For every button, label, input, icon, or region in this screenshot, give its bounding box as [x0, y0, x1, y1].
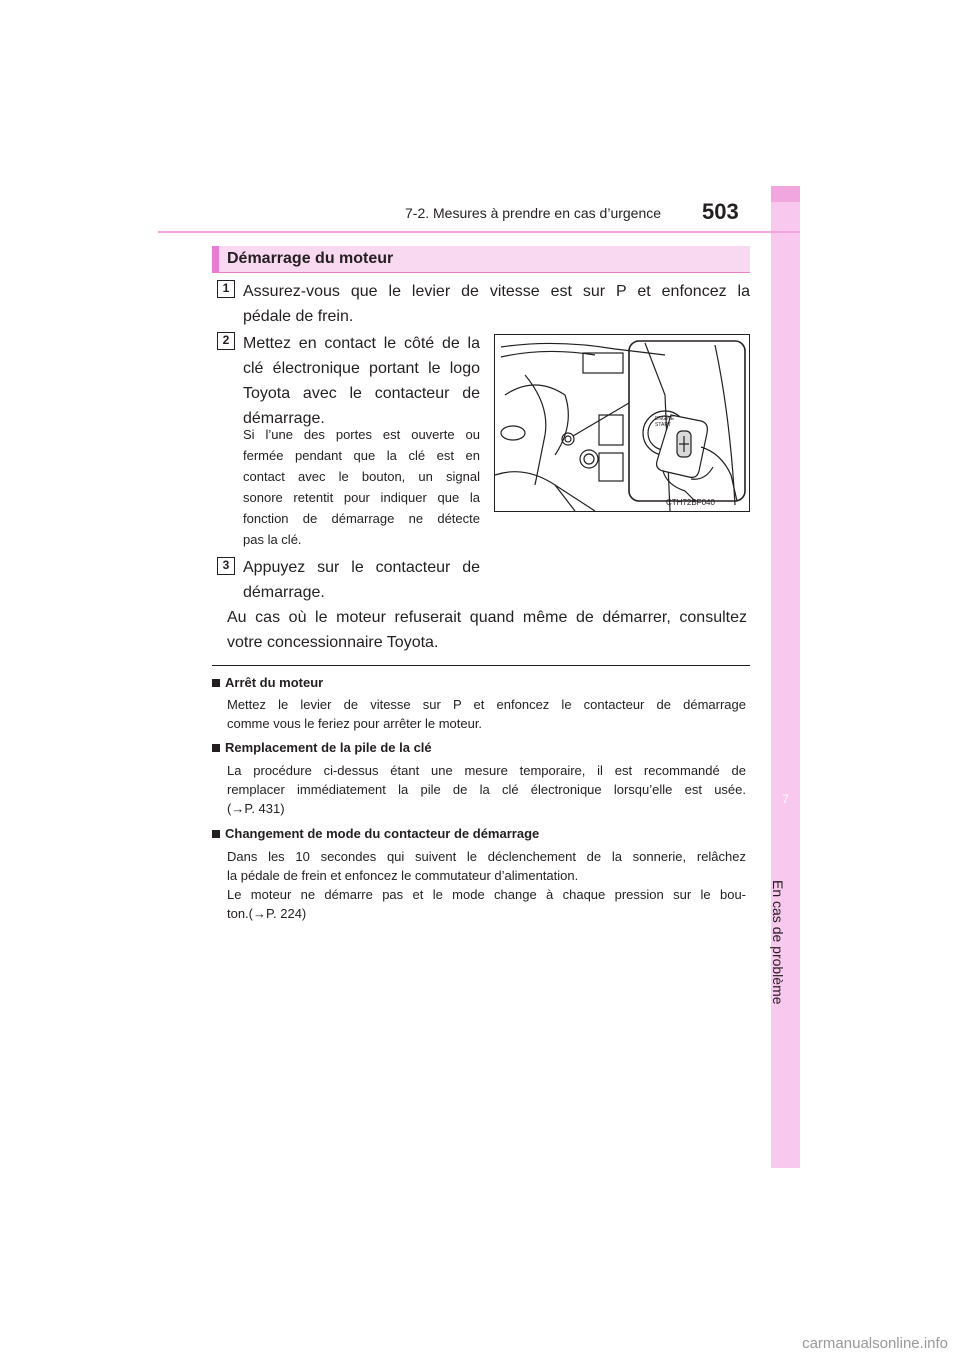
note-1-line: comme vous le feriez pour arrêter le moteur. [227, 716, 483, 731]
step-number-3: 3 [217, 557, 235, 575]
note-2-title: Remplacement de la pile de la clé [225, 740, 432, 755]
header-section-title: 7-2. Mesures à prendre en cas d’urgence [405, 205, 662, 221]
note-2-heading [212, 740, 432, 755]
note-2-line: remplacer immédiatement la pile de la clé électronique lorsqu’elle est usée. [227, 782, 746, 797]
step-number-1: 1 [217, 280, 235, 298]
button-start-label: START [655, 422, 671, 428]
figure-code: CTH72BF040 [666, 498, 715, 507]
step-2-note-line: contact avec le bouton, un signal [243, 469, 480, 484]
closing-line: votre concessionnaire Toyota. [227, 634, 439, 651]
square-bullet-icon [212, 679, 220, 687]
square-bullet-icon [212, 830, 220, 838]
chapter-side-tab [771, 186, 800, 1168]
step-2-note-line: sonore retentit pour indiquer que la [243, 490, 480, 505]
step-1-line: Assurez-vous que le levier de vitesse est sur P et enfoncez la [243, 283, 750, 300]
step-3-line: Appuyez sur le contacteur de [243, 559, 480, 576]
note-3-body [227, 847, 746, 923]
key-start-illustration [494, 334, 750, 512]
watermark: carmanualsonline.info [802, 1335, 948, 1352]
step-2-line: Mettez en contact le côté de la [243, 335, 480, 352]
closing-paragraph [227, 605, 747, 655]
chapter-title: En cas de problème [770, 880, 786, 1005]
section-heading-rule [212, 272, 750, 273]
note-3-heading [212, 826, 539, 841]
step-2-note-line: pas la clé. [243, 532, 302, 547]
header-rule [158, 231, 800, 233]
note-3-line: Le moteur ne démarre pas et le mode change à chaque pression sur le bou- [227, 887, 746, 902]
note-3-line: la pédale de frein et enfoncez le commutateur d’alimentation. [227, 868, 579, 883]
note-1-heading [212, 675, 323, 690]
button-engine-label: ENGINE [655, 416, 675, 422]
section-title: Démarrage du moteur [227, 250, 394, 267]
step-2-note-line: Si l’une des portes est ouverte ou [243, 427, 480, 442]
note-3-line: ton.(→P. 224) [227, 906, 307, 921]
step-1-line: pédale de frein. [243, 308, 354, 325]
note-1-line: Mettez le levier de vitesse sur P et enfoncez le contacteur de démarrage [227, 697, 746, 712]
note-2-line: (→P. 431) [227, 801, 285, 816]
note-3-title: Changement de mode du contacteur de démarrage [225, 826, 540, 841]
note-2-line: La procédure ci-dessus étant une mesure temporaire, il est recommandé de [227, 763, 746, 778]
chapter-number: 7 [782, 792, 789, 806]
note-1-title: Arrêt du moteur [225, 675, 324, 690]
page-number: 503 [702, 199, 739, 224]
step-1-text [243, 279, 750, 329]
note-2-body [227, 761, 746, 818]
step-2-note-line: fonction de démarrage ne détecte [243, 511, 480, 526]
step-2-line: clé électronique portant le logo [243, 360, 480, 377]
step-2-line: Toyota avec le contacteur de [243, 385, 480, 402]
chapter-side-tab-top [771, 186, 800, 202]
note-3-line: Dans les 10 secondes qui suivent le déclenchement de la sonnerie, relâchez [227, 849, 746, 864]
step-3-line: démarrage. [243, 584, 325, 601]
step-number-2: 2 [217, 332, 235, 350]
step-2-line: démarrage. [243, 410, 325, 427]
step-2-note [243, 424, 480, 550]
step-3-text [243, 555, 480, 605]
notes-divider [212, 665, 750, 666]
step-2-text [243, 335, 480, 431]
note-1-body [227, 695, 746, 733]
square-bullet-icon [212, 744, 220, 752]
illustration-drawing [495, 335, 749, 511]
closing-line: Au cas où le moteur refuserait quand même de démarrer, consultez [227, 609, 747, 626]
step-2-note-line: fermée pendant que la clé est en [243, 448, 480, 463]
